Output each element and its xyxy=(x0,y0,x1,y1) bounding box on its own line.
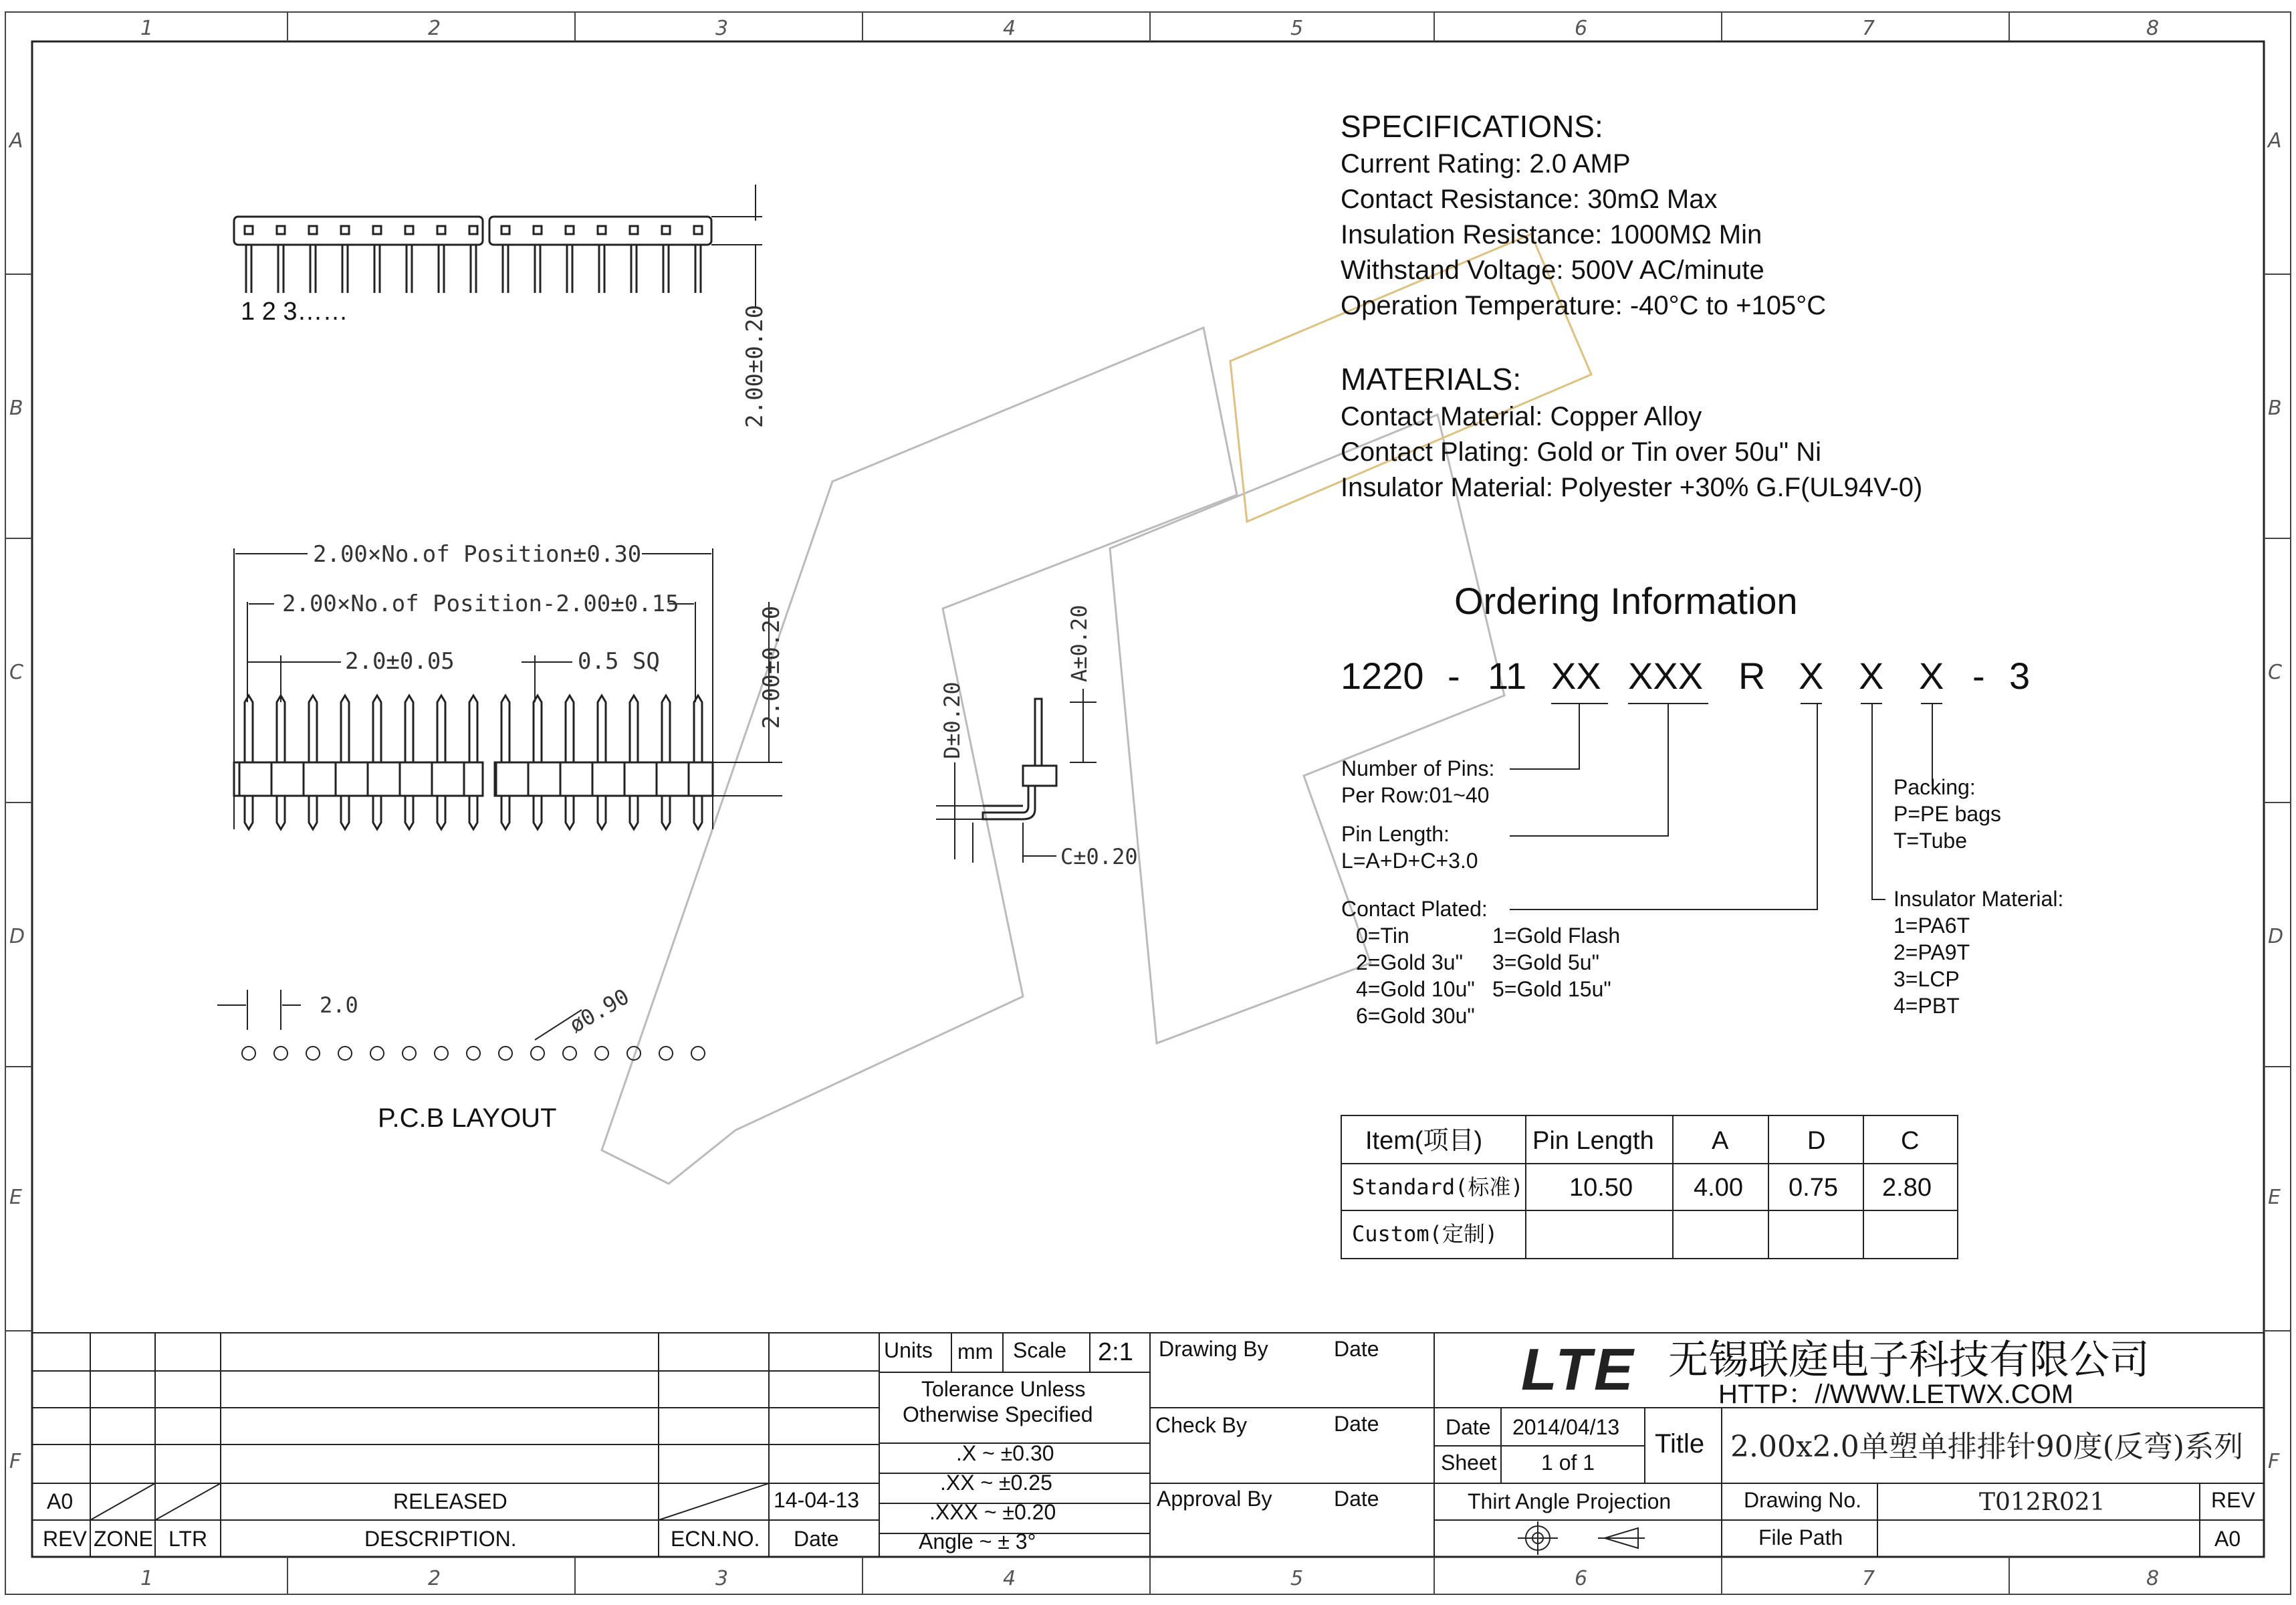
drawing-no-label: Drawing No. xyxy=(1744,1488,1862,1512)
ordering-information xyxy=(1341,580,2063,1028)
date-value: 2014/04/13 xyxy=(1512,1415,1620,1439)
insulator-option: 4=PBT xyxy=(1893,994,1960,1018)
pin-upper xyxy=(405,696,413,762)
packing-label: Packing: xyxy=(1893,775,1976,799)
pin-square xyxy=(437,226,445,234)
sheet-label: Sheet xyxy=(1441,1451,1497,1475)
pcb-hole-circle xyxy=(274,1047,288,1060)
pin-lower xyxy=(341,796,349,829)
dim-sq: 0.5 SQ xyxy=(578,648,660,675)
grid-col-8-bottom: 8 xyxy=(2146,1567,2160,1590)
pcb-hole-circle xyxy=(242,1047,255,1060)
company-logo: LTE xyxy=(1521,1336,1636,1402)
pin-lower xyxy=(309,796,317,829)
pin-lower xyxy=(245,796,253,829)
insulator-option: 3=LCP xyxy=(1893,967,1960,991)
plated-option: 4=Gold 10u" xyxy=(1356,977,1475,1001)
projection-label: Thirt Angle Projection xyxy=(1468,1489,1672,1513)
pin-square xyxy=(309,226,317,234)
spec-line: Insulation Resistance: 1000MΩ Min xyxy=(1341,220,1762,249)
pin-lower xyxy=(469,796,477,829)
pin-lower xyxy=(598,796,606,829)
tolerance-title: Otherwise Specified xyxy=(903,1402,1093,1426)
title-label: Title xyxy=(1655,1429,1705,1459)
pcb-hole: ø0.90 xyxy=(565,983,634,1038)
code-part: X xyxy=(1799,655,1824,697)
spec-line: Contact Resistance: 30mΩ Max xyxy=(1341,185,1718,214)
pin-numbers: 1 2 3…… xyxy=(241,298,348,326)
pin-lower xyxy=(534,796,542,829)
dim-pitch: 2.0±0.05 xyxy=(345,648,455,675)
pin-square xyxy=(662,226,670,234)
inner-border xyxy=(32,41,2264,1557)
revision-cell: 14-04-13 xyxy=(774,1488,860,1512)
pin-upper xyxy=(694,696,702,762)
grid-col-6-bottom: 6 xyxy=(1575,1567,1588,1590)
grid-col-4-bottom: 4 xyxy=(1003,1567,1016,1590)
insulator-label: Insulator Material: xyxy=(1893,887,2064,911)
pcb-pitch: 2.0 xyxy=(320,992,358,1018)
pin-upper xyxy=(662,696,670,762)
code-part: - xyxy=(1972,655,1985,697)
pcb-hole-circle xyxy=(499,1047,512,1060)
pcb-title: P.C.B LAYOUT xyxy=(378,1103,557,1133)
rev-value: A0 xyxy=(2214,1527,2241,1551)
table-header: C xyxy=(1901,1127,1920,1155)
table-header: A xyxy=(1712,1127,1729,1155)
pcb-hole-circle xyxy=(691,1047,705,1060)
plated-option: 3=Gold 5u" xyxy=(1492,950,1599,974)
pin-square xyxy=(501,226,509,234)
pin-square xyxy=(373,226,381,234)
dim-d: D±0.20 xyxy=(939,681,965,759)
code-part: 3 xyxy=(2009,655,2031,697)
code-part: - xyxy=(1448,655,1460,697)
pcb-hole-circle xyxy=(563,1047,576,1060)
table-cell: 10.50 xyxy=(1569,1174,1633,1202)
plated-option: 5=Gold 15u" xyxy=(1492,977,1611,1001)
table-header: D xyxy=(1807,1127,1826,1155)
dim-inner: 2.00×No.of Position-2.00±0.15 xyxy=(282,591,679,617)
pin-lower xyxy=(630,796,638,829)
header-side-view xyxy=(983,699,1056,819)
pin-square xyxy=(341,226,349,234)
company-name: 无锡联庭电子科技有限公司 xyxy=(1668,1338,2150,1382)
pin-square xyxy=(566,226,574,234)
pin-lower xyxy=(501,796,509,829)
material-line: Insulator Material: Polyester +30% G.F(UL94V-0) xyxy=(1341,473,1923,502)
date-label: Date xyxy=(1334,1412,1379,1436)
grid-row-f-right: F xyxy=(2268,1450,2280,1473)
pin-length-label: Pin Length: xyxy=(1341,822,1450,846)
pin-square xyxy=(694,226,702,234)
spec-line: Withstand Voltage: 500V AC/minute xyxy=(1341,255,1764,285)
code-part: 11 xyxy=(1488,655,1527,697)
code-part: R xyxy=(1738,655,1766,697)
plated-option: 0=Tin xyxy=(1356,924,1409,948)
spec-line: Current Rating: 2.0 AMP xyxy=(1341,149,1631,179)
grid-col-5: 5 xyxy=(1290,17,1304,40)
grid-row-d: D xyxy=(9,925,25,948)
pin-lower xyxy=(662,796,670,829)
pin-upper xyxy=(598,696,606,762)
grid-row-b-right: B xyxy=(2268,397,2282,420)
spec-line: Operation Temperature: -40°C to +105°C xyxy=(1341,291,1827,320)
dim-side: 2.00±0.20 xyxy=(758,605,785,729)
revision-header: Date xyxy=(794,1527,839,1551)
check-by-label: Check By xyxy=(1155,1413,1247,1437)
pin-lower xyxy=(277,796,285,829)
materials-heading: MATERIALS: xyxy=(1341,362,1522,397)
pin-lower xyxy=(405,796,413,829)
tolerance-row: Angle ~ ± 3° xyxy=(919,1529,1036,1554)
grid-col-3: 3 xyxy=(715,17,729,40)
header-top-view xyxy=(234,217,711,293)
dim-height: 2.00±0.20 xyxy=(741,304,768,428)
dim-a: A±0.20 xyxy=(1066,605,1092,682)
table-header: Pin Length xyxy=(1532,1127,1654,1155)
insulator-option: 2=PA9T xyxy=(1893,940,1970,964)
spec-heading: SPECIFICATIONS: xyxy=(1341,109,1603,144)
specifications xyxy=(1341,109,1922,502)
file-path-label: File Path xyxy=(1758,1525,1843,1549)
table-cell: 4.00 xyxy=(1694,1174,1743,1202)
pcb-hole-circle xyxy=(338,1047,352,1060)
drawing-by-label: Drawing By xyxy=(1159,1337,1268,1361)
grid-row-c: C xyxy=(9,661,23,684)
height-dimension xyxy=(711,185,762,308)
pin-upper xyxy=(341,696,349,762)
pin-square xyxy=(469,226,477,234)
drawing-no-value: T012R021 xyxy=(1979,1489,2105,1516)
insulator-option: 1=PA6T xyxy=(1893,914,1970,938)
pcb-hole-circle xyxy=(595,1047,608,1060)
tolerance-row: .X ~ ±0.30 xyxy=(956,1441,1054,1465)
grid-col-1: 1 xyxy=(140,17,154,40)
table-cell: 0.75 xyxy=(1789,1174,1838,1202)
pin-upper xyxy=(630,696,638,762)
pcb-hole-circle xyxy=(403,1047,416,1060)
grid-row-e-right: E xyxy=(2268,1186,2281,1209)
packing-option: T=Tube xyxy=(1893,829,1967,853)
plated-option: 6=Gold 30u" xyxy=(1356,1004,1475,1028)
pcb-hole-circle xyxy=(531,1047,544,1060)
projection-symbol-icon xyxy=(1518,1521,1645,1555)
grid-row-e: E xyxy=(9,1186,22,1209)
units-label: Units xyxy=(884,1338,933,1362)
grid-col-2-bottom: 2 xyxy=(428,1567,441,1590)
code-part: X xyxy=(1919,655,1944,697)
grid-row-f: F xyxy=(9,1450,21,1473)
pin-square xyxy=(245,226,253,234)
revision-header: ZONE xyxy=(94,1527,153,1551)
code-part: XX xyxy=(1551,655,1601,697)
scale-value: 2:1 xyxy=(1098,1338,1133,1366)
drawing-title: 2.00x2.0单塑单排排针90度(反弯)系列 xyxy=(1730,1430,2244,1464)
grid-col-7-bottom: 7 xyxy=(1862,1567,1875,1590)
pcb-hole-circle xyxy=(659,1047,673,1060)
pcb-layout xyxy=(217,990,705,1060)
table-header: Item(项目) xyxy=(1365,1127,1483,1155)
pin-lower xyxy=(566,796,574,829)
code-part: 1220 xyxy=(1341,655,1424,697)
tolerance-row: .XXX ~ ±0.20 xyxy=(929,1500,1056,1524)
pin-upper xyxy=(566,696,574,762)
material-line: Contact Plating: Gold or Tin over 50u" Ni xyxy=(1341,437,1822,467)
pin-upper xyxy=(469,696,477,762)
material-line: Contact Material: Copper Alloy xyxy=(1341,402,1702,431)
pin-square xyxy=(405,226,413,234)
leader-lines xyxy=(1510,704,1942,909)
plated-option: 1=Gold Flash xyxy=(1492,924,1621,948)
revision-header: ECN.NO. xyxy=(671,1527,760,1551)
pin-lower xyxy=(437,796,445,829)
pin-square xyxy=(534,226,542,234)
table-cell: 2.80 xyxy=(1882,1174,1932,1202)
dim-c: C±0.20 xyxy=(1060,844,1138,869)
rev-label: REV xyxy=(2211,1488,2255,1512)
date-label: Date xyxy=(1446,1415,1491,1439)
pins-label: Number of Pins: xyxy=(1341,756,1495,780)
grid-row-a: A xyxy=(9,129,23,152)
grid-col-1-bottom: 1 xyxy=(140,1567,154,1590)
date-label: Date xyxy=(1334,1337,1379,1361)
approval-by-label: Approval By xyxy=(1157,1487,1272,1511)
code-part: XXX xyxy=(1628,655,1704,697)
pin-upper xyxy=(309,696,317,762)
grid-row-a-right: A xyxy=(2268,129,2282,152)
pin-upper xyxy=(277,696,285,762)
plated-label: Contact Plated: xyxy=(1341,897,1488,921)
revision-header: LTR xyxy=(168,1527,208,1551)
pcb-hole-circle xyxy=(306,1047,320,1060)
header-front-view xyxy=(234,696,713,829)
pin-upper xyxy=(245,696,253,762)
grid-col-7: 7 xyxy=(1862,17,1875,40)
grid-col-8: 8 xyxy=(2146,17,2160,40)
pin-square xyxy=(630,226,638,234)
grid-col-2: 2 xyxy=(428,17,441,40)
grid-row-b: B xyxy=(9,397,23,420)
pin-square xyxy=(277,226,285,234)
pcb-hole-circle xyxy=(467,1047,480,1060)
packing-option: P=PE bags xyxy=(1893,802,2001,826)
table-cell: Standard(标准) xyxy=(1352,1174,1524,1200)
pin-upper xyxy=(373,696,381,762)
pin-length-label: L=A+D+C+3.0 xyxy=(1341,849,1478,873)
scale-label: Scale xyxy=(1013,1338,1067,1362)
pin-square xyxy=(598,226,606,234)
pin-lower xyxy=(694,796,702,829)
grid-row-d-right: D xyxy=(2268,925,2284,948)
pcb-hole-circle xyxy=(370,1047,384,1060)
date-label: Date xyxy=(1334,1487,1379,1511)
grid-row-c-right: C xyxy=(2268,661,2282,684)
table-cell: Custom(定制) xyxy=(1352,1221,1498,1247)
tolerance-row: .XX ~ ±0.25 xyxy=(940,1471,1052,1495)
tolerance-title: Tolerance Unless xyxy=(921,1377,1086,1401)
company-url: HTTP：//WWW.LETWX.COM xyxy=(1718,1380,2074,1409)
revision-cell: RELEASED xyxy=(393,1489,507,1513)
sheet-value: 1 of 1 xyxy=(1541,1451,1595,1475)
pin-upper xyxy=(437,696,445,762)
plated-option: 2=Gold 3u" xyxy=(1356,950,1463,974)
grid-col-6: 6 xyxy=(1575,17,1588,40)
grid-col-5-bottom: 5 xyxy=(1290,1567,1304,1590)
code-part: X xyxy=(1859,655,1884,697)
grid-col-3-bottom: 3 xyxy=(715,1567,729,1590)
revision-header: REV xyxy=(43,1527,87,1551)
revision-cell: A0 xyxy=(47,1489,74,1513)
pcb-hole-circle xyxy=(435,1047,448,1060)
pin-upper xyxy=(501,696,509,762)
pin-upper xyxy=(534,696,542,762)
units-value: mm xyxy=(957,1340,994,1364)
ordering-title: Ordering Information xyxy=(1454,580,1798,622)
dim-total: 2.00×No.of Position±0.30 xyxy=(313,541,642,568)
pins-label: Per Row:01~40 xyxy=(1341,783,1490,807)
pin-lower xyxy=(373,796,381,829)
revision-header: DESCRIPTION. xyxy=(364,1527,517,1551)
grid-col-4: 4 xyxy=(1003,17,1016,40)
